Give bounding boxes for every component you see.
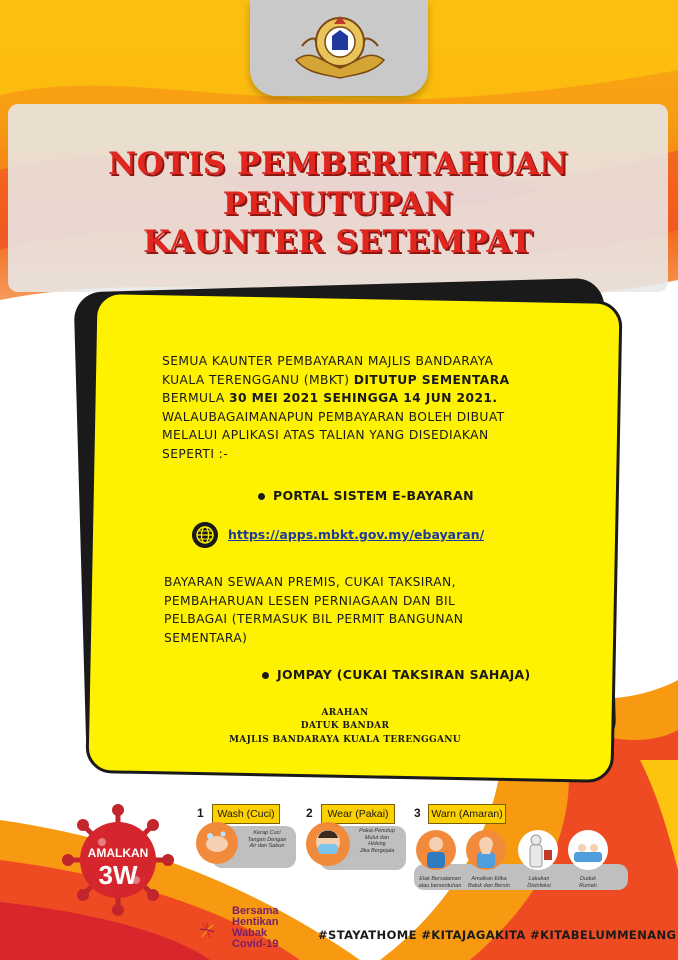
step-1-number: 1 — [197, 806, 204, 820]
sign-line-2: DATUK BANDAR — [300, 721, 390, 731]
notice-line: BERMULA 30 MEI 2021 SEHINGGA 14 JUN 2021. — [162, 391, 498, 406]
mask-icon — [306, 822, 350, 866]
step-3-caption-1: Elak Bersalaman atau bersentuhan — [418, 876, 462, 889]
notice-line: BAYARAN SEWAAN PREMIS, CUKAI TAKSIRAN, — [164, 575, 456, 589]
title-line-1: NOTIS PEMBERITAHUAN — [107, 146, 569, 182]
step-1-label: Wash (Cuci) — [212, 804, 280, 824]
step-1-caption: Kerap Cuci Tangan Dengan Air dan Sabun — [247, 830, 287, 849]
badge-text-3w: 3W — [98, 860, 138, 890]
bullet-dot — [258, 493, 265, 500]
step-2-caption: Pakai Penutup Mulut dan Hidung Jika Bergejala — [359, 828, 395, 854]
step-2-number: 2 — [306, 806, 313, 820]
title-line-2: PENUTUPAN — [222, 186, 454, 222]
bullet-dot — [262, 672, 269, 679]
bersama-covid-logo — [200, 906, 236, 954]
step-3-number: 3 — [414, 806, 421, 820]
virus-badge-icon — [58, 800, 178, 920]
step-3-caption-4: Duduk Rumah — [579, 876, 597, 889]
stay-home-icon — [568, 830, 608, 870]
no-handshake-icon — [416, 830, 456, 870]
notice-line: SEPERTI :- — [162, 446, 229, 461]
hashtags: #STAYATHOME #KITAJAGAKITA #KITABELUMMENANG — [318, 928, 677, 942]
notice-line: SEMENTARA) — [164, 630, 248, 645]
sign-line-1: ARAHAN — [321, 708, 369, 718]
sign-line-3: MAJLIS BANDARAYA KUALA TERENGGANU — [229, 735, 461, 745]
bullet-portal — [258, 488, 474, 503]
badge-text-amalkan: AMALKAN — [87, 846, 149, 860]
crest-logo — [292, 8, 388, 84]
step-3-caption-3: Lakukan Disinfeksi — [527, 876, 551, 889]
notice-line: SEMUA KAUNTER PEMBAYARAN MAJLIS BANDARAYA — [162, 354, 494, 368]
notice-line: KUALA TERENGGANU (MBKT) DITUTUP SEMENTARA — [162, 372, 510, 387]
step-2-label: Wear (Pakai) — [321, 804, 395, 824]
step-3-caption-2: Amalkan Etika Batuk dan Bersin — [468, 876, 510, 889]
bullet-portal-label: PORTAL SISTEM E-BAYARAN — [273, 488, 474, 503]
bersama-text: Bersama Hentikan Wabak Covid-19 — [232, 905, 279, 950]
notice-line: WALAUBAGAIMANAPUN PEMBAYARAN BOLEH DIBUAT — [162, 409, 505, 424]
disinfect-icon — [518, 830, 558, 870]
bullet-jompay-label: JOMPAY (CUKAI TAKSIRAN SAHAJA) — [277, 667, 531, 682]
notice-paragraph-2 — [164, 573, 584, 647]
globe-icon — [192, 522, 218, 548]
cough-etiquette-icon — [466, 830, 506, 870]
ebayaran-link[interactable]: https://apps.mbkt.gov.my/ebayaran/ — [228, 527, 485, 542]
step-3-label: Warn (Amaran) — [428, 804, 506, 824]
notice-line: MELALUI APLIKASI ATAS TALIAN YANG DISEDIAKAN — [162, 428, 489, 443]
title-line-3: KAUNTER SETEMPAT — [143, 224, 533, 260]
hand-wash-icon — [196, 822, 238, 864]
notice-line: PEMBAHARUAN LESEN PERNIAGAAN DAN BIL — [164, 593, 456, 608]
notice-paragraph-1 — [162, 352, 582, 464]
bullet-jompay — [262, 667, 531, 682]
notice-line: PELBAGAI (TERMASUK BIL PERMIT BANGUNAN — [164, 612, 464, 626]
